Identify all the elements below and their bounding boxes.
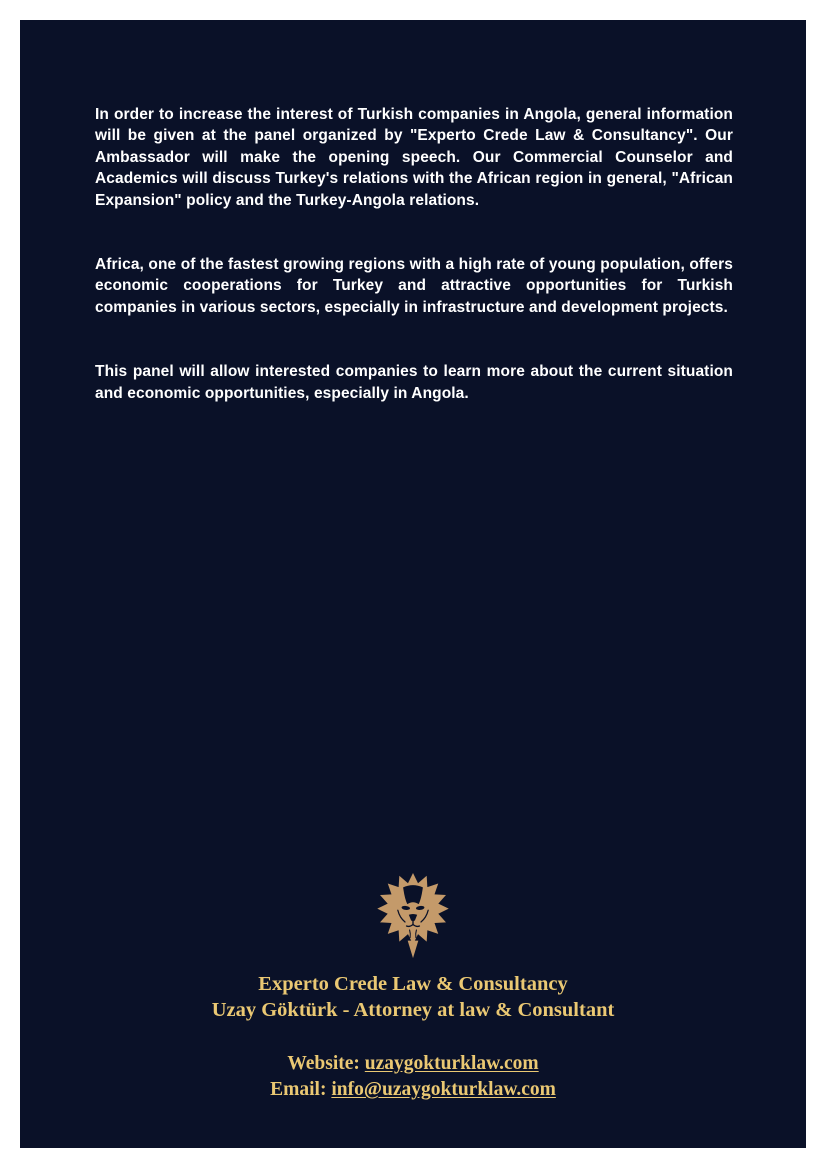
organization-block <box>20 971 806 1023</box>
footer <box>20 869 806 1103</box>
email-line <box>20 1077 806 1103</box>
website-line <box>20 1051 806 1077</box>
website-link[interactable]: uzaygokturklaw.com <box>364 1053 539 1074</box>
person-title: Uzay Göktürk - Attorney at law & Consultant <box>211 999 615 1021</box>
document-page <box>20 20 806 1148</box>
body-text-block <box>95 104 733 404</box>
body-paragraph: This panel will allow interested companies to learn more about the current situation and economic opportunities, especially in Angola. <box>95 363 733 402</box>
email-link[interactable]: info@uzaygokturklaw.com <box>331 1079 556 1100</box>
website-label: Website: <box>287 1053 365 1074</box>
company-name: Experto Crede Law & Consultancy <box>258 973 568 995</box>
lion-head-icon <box>375 869 451 959</box>
email-label: Email: <box>270 1079 332 1100</box>
contact-block <box>20 1051 806 1103</box>
body-paragraph: Africa, one of the fastest growing regions with a high rate of young population, offers economic cooperations for Turkey and attractive opportunities for Turkish companies in various sectors, especially in infrastructure and development projects. <box>95 256 733 316</box>
body-paragraph: In order to increase the interest of Turkish companies in Angola, general information will be given at the panel organized by "Experto Crede Law & Consultancy". Our Ambassador will make the opening speech. Our Commercial Counselor and Academics will discuss Turkey's relations with the African region in general, "African Expansion" policy and the Turkey-Angola relations. <box>95 106 733 209</box>
